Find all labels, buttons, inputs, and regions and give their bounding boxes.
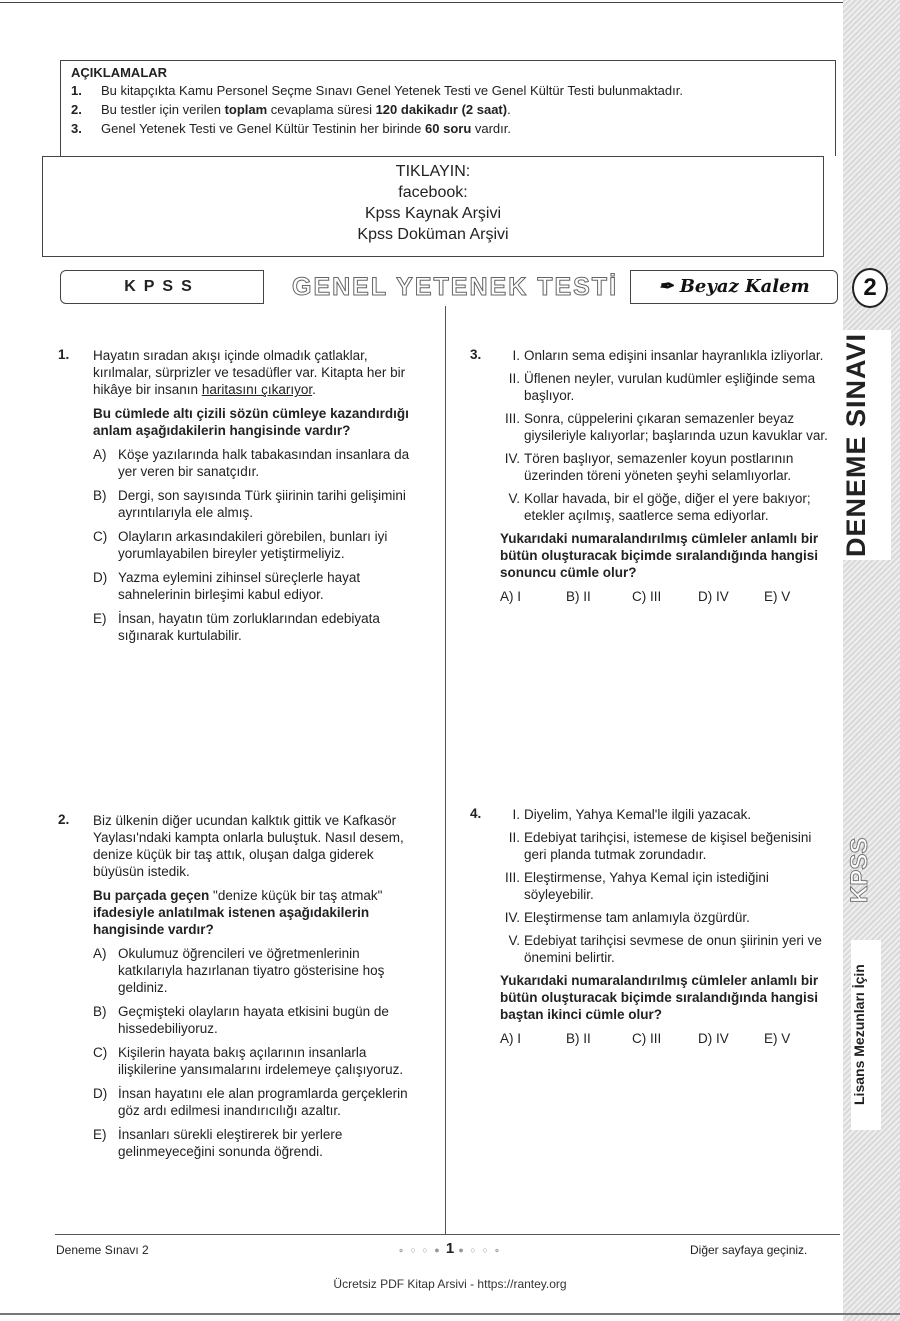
answer-option[interactable]: E) V: [764, 1031, 791, 1046]
question-number: 4.: [470, 806, 482, 821]
numbered-sentence: II. Üflenen neyler, vurulan kudümler eşliğinde sema başlıyor.: [508, 371, 816, 403]
test-title: GENEL YETENEK TESTİ: [292, 273, 619, 301]
question-text: Biz ülkenin diğer ucundan kalktık gittik ve Kafkasör Yaylası'ndaki kampta onlarla buluştuk. Nasıl desem, denize küçük bir taş attık, oluşan dalga giderek büyüsün istedik.: [93, 813, 404, 879]
question-2: [58, 812, 425, 1167]
instruction-number: 2.: [71, 102, 82, 117]
question-prompt: Yukarıdaki numaralandırılmış cümleler anlamlı bir bütün oluşturacak biçimde sıralandığında hangisi sonuncu cümle olur?: [500, 531, 819, 580]
question-prompt: Bu parçada geçen "denize küçük bir taş atmak" ifadesiyle anlatılmak istenen aşağıdakilerin hangisinde vardır?: [93, 888, 383, 937]
footer-rule: [55, 1234, 840, 1235]
instruction-number: 3.: [71, 121, 82, 136]
top-rule: [0, 2, 843, 3]
question-text: Hayatın sıradan akışı içinde olmadık çatlaklar, kırılmalar, sürprizler ve tesadüfler var. Kitapta her bir hikâye bir insanın haritasını çıkarıyor.: [93, 348, 406, 397]
answer-row: [500, 1030, 834, 1047]
numbered-sentence: II. Edebiyat tarihçisi, istemese de kişisel beğenisini geri planda tutmak zorundadır.: [508, 830, 812, 862]
question-prompt: Yukarıdaki numaralandırılmış cümleler anlamlı bir bütün oluşturacak biçimde sıralandığında hangisi baştan ikinci cümle olur?: [500, 973, 819, 1022]
answer-option[interactable]: D) IV: [698, 1031, 729, 1046]
answer-option[interactable]: C) Olayların arkasındakileri görebilen, bunları iyi yorumlayabilen bireyler yetiştirmeliyiz.: [93, 529, 388, 561]
question-4: [470, 806, 834, 1047]
question-number: 2.: [58, 812, 70, 827]
pen-icon: ✒: [658, 276, 674, 297]
answer-option[interactable]: C) Kişilerin hayata bakış açılarının insanlarla ilişkilerine yansımalarını irdelemeye çalışıyoruz.: [93, 1045, 404, 1077]
answer-option[interactable]: D) İnsan hayatını ele alan programlarda gerçeklerin göz ardı edilmesi inandırıcılığı azaltır.: [93, 1086, 408, 1118]
numbered-sentence: IV. Eleştirmense tam anlamıyla özgürdür.: [504, 910, 750, 925]
bottom-rule: [0, 1313, 900, 1315]
side-subtitle: Lisans Mezunları İçin: [851, 940, 881, 1130]
instruction-text: Bu kitapçıkta Kamu Personel Seçme Sınavı Genel Yetenek Testi ve Genel Kültür Testi bulunmaktadır.: [101, 83, 683, 98]
question-number: 1.: [58, 347, 70, 362]
test-header: [60, 270, 838, 306]
instruction-item: [71, 83, 825, 98]
promo-line: facebook:: [398, 184, 468, 201]
question-3: [470, 347, 834, 605]
numbered-sentence: IV. Tören başlıyor, semazenler koyun postlarının üzerinden töreni yöneten şeyhi selamlıyorlar.: [504, 451, 794, 483]
source-link[interactable]: Ücretsiz PDF Kitap Arsivi - https://rantey.org: [333, 1277, 567, 1291]
numbered-sentence: III. Sonra, cüppelerini çıkaran semazenler beyaz giysileriyle kalıyorlar; başlarında uzun kavuklar var.: [504, 411, 828, 443]
answer-option[interactable]: A) I: [500, 1031, 522, 1046]
promo-link[interactable]: Kpss Doküman Arşivi: [357, 226, 509, 243]
promo-link[interactable]: Kpss Kaynak Arşivi: [364, 205, 502, 222]
column-divider: [445, 306, 446, 1234]
numbered-sentence: V. Kollar havada, bir el göğe, diğer el yere bakıyor; etekler açılmış, saatlerce sema ediyorlar.: [508, 491, 811, 523]
question-1: [58, 347, 425, 651]
answer-row: [500, 588, 834, 605]
instruction-number: 1.: [71, 83, 82, 98]
instructions-box: [60, 60, 836, 156]
instruction-item: [71, 102, 825, 117]
answer-option[interactable]: D) Yazma eylemini zihinsel süreçlerle hayat sahnelerinin birleşimi kabul ediyor.: [93, 570, 361, 602]
answer-option[interactable]: E) V: [764, 589, 791, 604]
answer-option[interactable]: B) Geçmişteki olayların hayata etkisini bugün de hissedebiliyoruz.: [93, 1004, 389, 1036]
instruction-item: [71, 121, 825, 136]
answer-option[interactable]: A) Köşe yazılarında halk tabakasından insanlara da yer veren bir sanatçıdır.: [93, 447, 410, 479]
exam-number-badge: 2: [852, 268, 888, 308]
numbered-sentence: I. Diyelim, Yahya Kemal'le ilgili yazacak.: [512, 807, 752, 822]
question-prompt: Bu cümlede altı çizili sözün cümleye kazandırdığı anlam aşağıdakilerin hangisinde vardır?: [93, 406, 409, 438]
exam-label: KPSS: [60, 270, 264, 304]
answer-option[interactable]: C) III: [632, 589, 662, 604]
side-kpss-label: KPSS: [846, 837, 873, 903]
answer-option[interactable]: C) III: [632, 1031, 662, 1046]
answer-option[interactable]: E) İnsan, hayatın tüm zorluklarından edebiyata sığınarak kurtulabilir.: [93, 611, 380, 643]
answer-option[interactable]: E) İnsanları sürekli eleştirerek bir yerlere gelinmeyeceğini sonunda öğrendi.: [93, 1127, 343, 1159]
numbered-sentence: I. Onların sema edişini insanlar hayranlıkla izliyorlar.: [512, 348, 824, 363]
question-number: 3.: [470, 347, 482, 362]
page-dots-left: ∘ ○ ○ ●: [398, 1245, 442, 1255]
answer-option[interactable]: A) I: [500, 589, 522, 604]
promo-box[interactable]: [42, 156, 824, 257]
instruction-text: Bu testler için verilen toplam cevaplama süresi 120 dakikadır (2 saat).: [101, 102, 511, 117]
answer-option[interactable]: B) II: [566, 589, 591, 604]
page-dots-right: ● ○ ○ ∘: [458, 1245, 502, 1255]
instruction-text: Genel Yetenek Testi ve Genel Kültür Testinin her birinde 60 soru vardır.: [101, 121, 512, 136]
side-title: DENEME SINAVI: [841, 330, 891, 560]
instructions-title: AÇIKLAMALAR: [71, 65, 168, 80]
promo-line: TIKLAYIN:: [395, 163, 471, 180]
answer-option[interactable]: B) Dergi, son sayısında Türk şiirinin tarihi gelişimini ayrıntılarıyla ele almış.: [93, 488, 406, 520]
numbered-sentence: V. Edebiyat tarihçisi sevmese de onun şiirinin yeri ve önemini belirtir.: [508, 933, 822, 965]
answer-option[interactable]: A) Okulumuz öğrencileri ve öğretmenlerinin katkılarıyla hazırlanan tiyatro gösterisine hoş geldiniz.: [93, 946, 385, 995]
next-page-note: Diğer sayfaya geçiniz.: [690, 1243, 808, 1257]
numbered-sentence: III. Eleştirmense, Yahya Kemal için istediğini söyleyebilir.: [504, 870, 769, 902]
page-number: ∘ ○ ○ ● 1 ● ○ ○ ∘: [398, 1240, 502, 1257]
answer-option[interactable]: B) II: [566, 1031, 591, 1046]
answer-option[interactable]: D) IV: [698, 589, 729, 604]
publisher-logo: ✒ Beyaz Kalem: [630, 270, 838, 304]
footer-exam-name: Deneme Sınavı 2: [56, 1243, 149, 1257]
